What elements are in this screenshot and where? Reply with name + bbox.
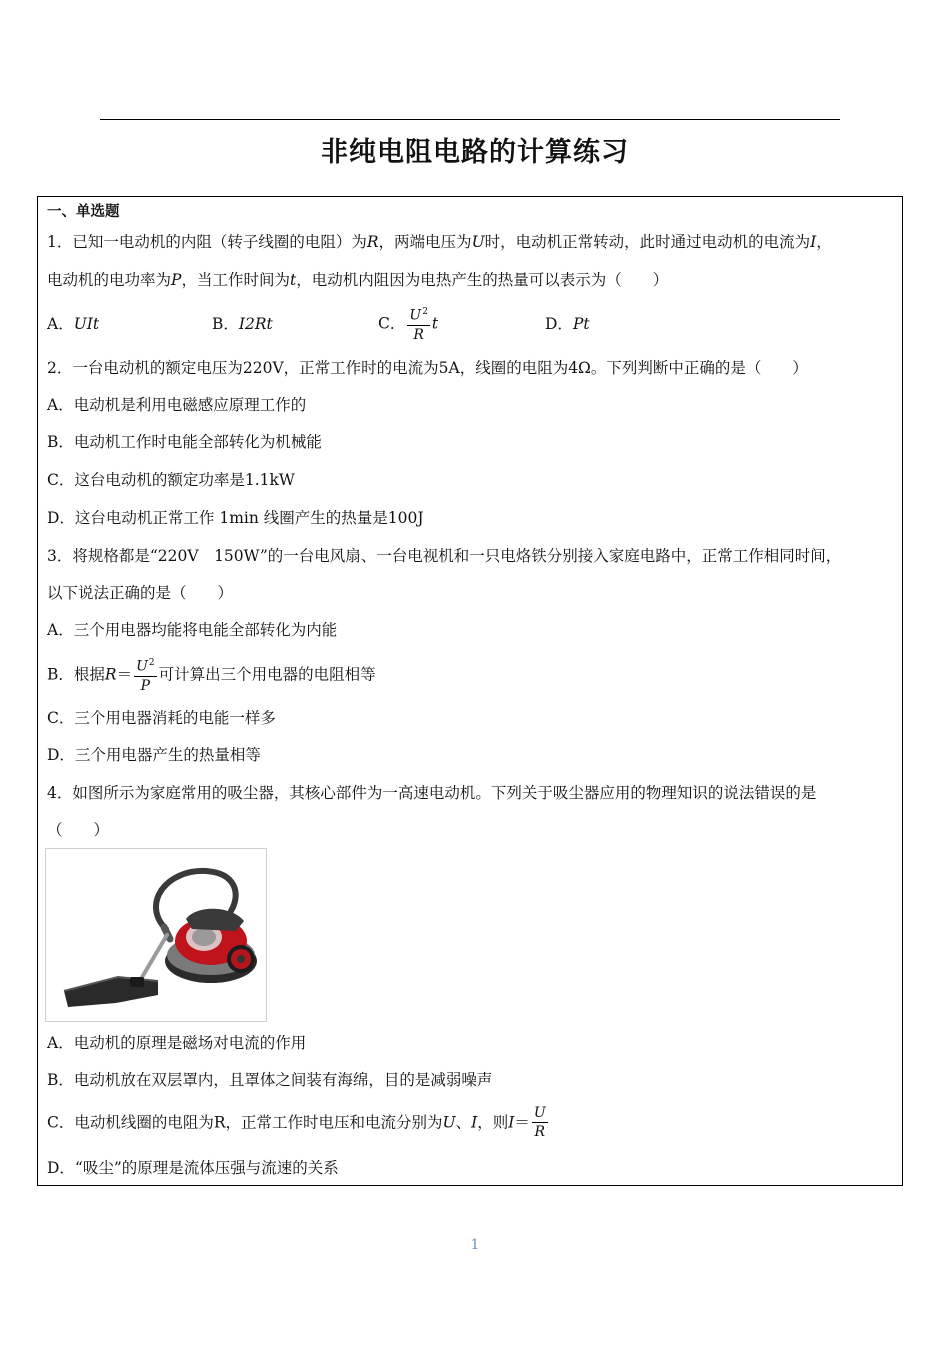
q1-option-a[interactable]: A．UIt [47,315,100,333]
q4-option-b[interactable]: B．电动机放在双层罩内，且罩体之间装有海绵，目的是减弱噪声 [47,1071,493,1089]
q4-option-d[interactable]: D．“吸尘”的原理是流体压强与流速的关系 [47,1159,339,1177]
q2-option-b[interactable]: B．电动机工作时电能全部转化为机械能 [47,433,322,451]
q4-option-c-fraction: $\frac{U}{R}$ [533,1105,546,1140]
q3-option-a[interactable]: A．三个用电器均能将电能全部转化为内能 [47,621,338,639]
q4-stem-line2: （ ） [47,821,110,839]
q1-stem-line1: 1．已知一电动机的内阻（转子线圈的电阻）为R，两端电压为U时，电动机正常转动，此时通过电动机的电流为I， [47,233,832,251]
q2-option-d[interactable]: D．这台电动机正常工作 1min 线圈产生的热量是100J [47,509,424,527]
q1-stem-line2: 电动机的电功率为P，当工作时间为t，电动机内阻因为电热产生的热量可以表示为（ ） [47,271,669,289]
q2-stem: 2．一台电动机的额定电压为220V，正常工作时的电流为5A，线圈的电阻为4Ω。下列判断中正确的是（ ） [47,359,808,377]
q1-option-b[interactable]: B．I2Rt [212,315,273,333]
q4-option-a[interactable]: A．电动机的原理是磁场对电流的作用 [47,1034,307,1052]
section-heading: 一、单选题 [47,204,120,220]
q1-option-d[interactable]: D．Pt [545,315,590,333]
page-number: 1 [470,1237,480,1253]
q2-option-c[interactable]: C．这台电动机的额定功率是1.1kW [47,471,295,489]
vacuum-cleaner-icon [46,849,266,1021]
vacuum-cleaner-image [45,848,267,1022]
q3-stem-line1: 3．将规格都是“220V 150W”的一台电风扇、一台电视机和一只电烙铁分别接入家庭电路中，正常工作相同时间， [47,547,842,565]
q4-stem-line1: 4．如图所示为家庭常用的吸尘器，其核心部件为一高速电动机。下列关于吸尘器应用的物理知识的说法错误的是 [47,784,817,802]
q1-option-c-fraction: $\frac{U^2}{R}$ [407,304,430,343]
q4-option-c[interactable]: C．电动机线圈的电阻为R，正常工作时电压和电流分别为U、I，则I＝ $\frac{U}{R}$ [47,1105,546,1140]
q3-option-d[interactable]: D．三个用电器产生的热量相等 [47,746,261,764]
q3-option-b-fraction: $\frac{U^2}{P}$ [134,655,157,694]
q3-option-b[interactable]: B．根据R＝ $\frac{U^2}{P}$ 可计算出三个用电器的电阻相等 [47,655,376,694]
q3-stem-line2: 以下说法正确的是（ ） [47,584,234,602]
header-rule [100,119,840,120]
q2-option-a[interactable]: A．电动机是利用电磁感应原理工作的 [47,396,307,414]
q1-option-c[interactable]: C． $\frac{U^2}{R}$ t [378,304,438,343]
page-title: 非纯电阻电路的计算练习 [321,137,629,168]
q3-option-c[interactable]: C．三个用电器消耗的电能一样多 [47,709,276,727]
